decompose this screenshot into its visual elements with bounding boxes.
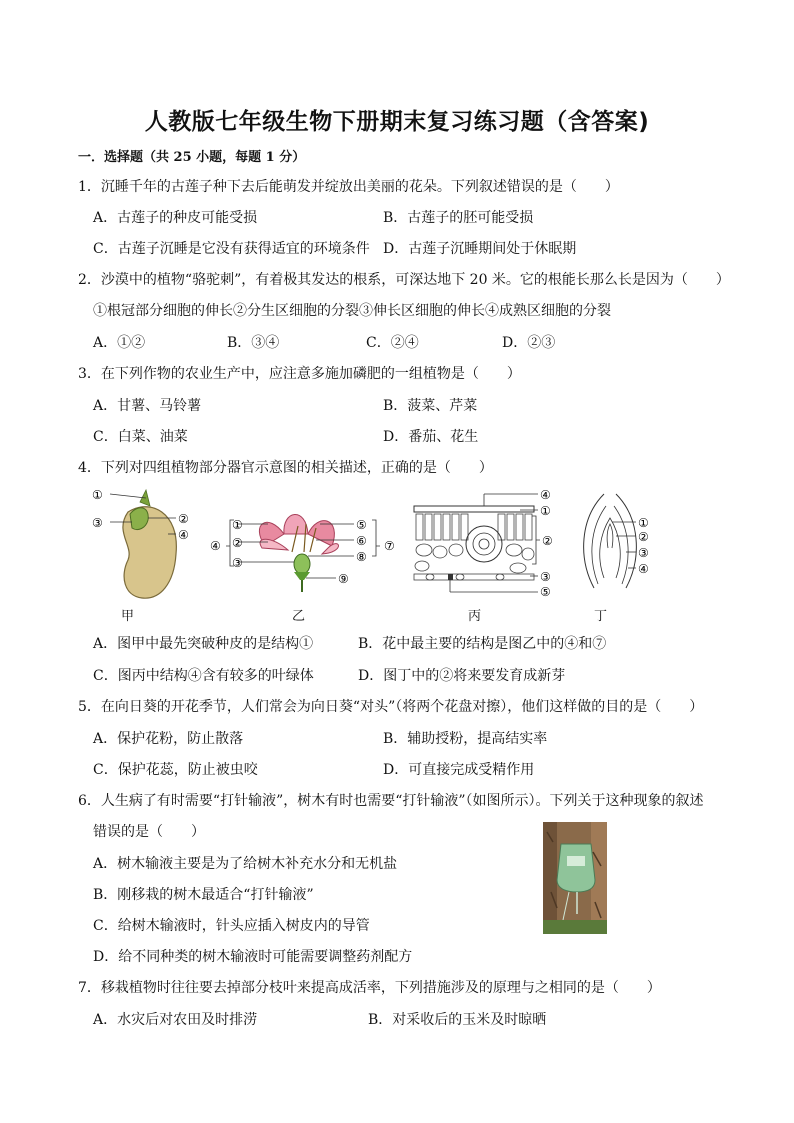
section-heading: 一．选择题（共 25 小题，每题 1 分） — [78, 150, 306, 165]
flower-label-3: ③ — [232, 556, 243, 570]
question-6-stem-continued: 错误的是（ ） — [93, 824, 205, 840]
flower-label-6: ⑥ — [356, 534, 367, 548]
question-7-option-b[interactable]: B．对采收后的玉米及时晾晒 — [368, 1012, 547, 1028]
question-2-option-b[interactable]: B．③④ — [227, 335, 280, 351]
question-7-stem: 7．移栽植物时往往要去掉部分枝叶来提高成活率，下列措施涉及的原理与之相同的是（ ） — [78, 980, 661, 996]
flower-label-4: ④ — [210, 539, 221, 553]
question-2-option-a[interactable]: A．①② — [93, 335, 146, 351]
question-4-option-a[interactable]: A．图甲中最先突破种皮的是结构① — [93, 636, 314, 652]
question-1-stem: 1．沉睡千年的古莲子种下去后能萌发并绽放出美丽的花朵。下列叙述错误的是（ ） — [78, 179, 619, 195]
flower-label-8: ⑧ — [356, 550, 367, 564]
seed-diagram-jia — [90, 484, 200, 604]
question-3-option-a[interactable]: A．甘薯、马铃薯 — [93, 398, 202, 414]
question-2-option-d[interactable]: D．②③ — [502, 335, 556, 351]
seed-label-2: ② — [178, 512, 189, 526]
flower-label-9: ⑨ — [338, 572, 349, 586]
question-4-stem: 4．下列对四组植物部分器官示意图的相关描述，正确的是（ ） — [78, 460, 493, 476]
leaf-label-1: ① — [540, 504, 551, 518]
flower-label-5: ⑤ — [356, 518, 367, 532]
bud-label-3: ③ — [638, 546, 649, 560]
question-6-option-c[interactable]: C．给树木输液时，针头应插入树皮内的导管 — [93, 918, 370, 934]
question-2-stem: 2．沙漠中的植物“骆驼刺”，有着极其发达的根系，可深达地下 20 米。它的根能长那么长是因为（ ） — [78, 272, 730, 288]
question-6-option-d[interactable]: D．给不同种类的树木输液时可能需要调整药剂配方 — [93, 949, 413, 965]
question-4-option-d[interactable]: D．图丁中的②将来要发育成新芽 — [358, 668, 566, 684]
bud-label-1: ① — [638, 516, 649, 530]
figure-label-jia: 甲 — [121, 609, 135, 624]
question-5-option-d[interactable]: D．可直接完成受精作用 — [383, 762, 535, 778]
question-5-option-a[interactable]: A．保护花粉，防止散落 — [93, 731, 244, 747]
question-5-option-b[interactable]: B．辅助授粉，提高结实率 — [383, 731, 548, 747]
question-5-option-c[interactable]: C．保护花蕊，防止被虫咬 — [93, 762, 258, 778]
question-6-option-a[interactable]: A．树木输液主要是为了给树木补充水分和无机盐 — [93, 856, 398, 872]
question-6-stem: 6．人生病了有时需要“打针输液”，树木有时也需要“打针输液”（如图所示）。下列关于这种现象的叙述 — [78, 793, 704, 809]
question-5-stem: 5．在向日葵的开花季节，人们常会为向日葵“对头”（将两个花盘对擦），他们这样做的目的是（ ） — [78, 699, 704, 715]
question-1-option-d[interactable]: D．古莲子沉睡期间处于休眠期 — [383, 241, 577, 257]
figure-label-ding: 丁 — [594, 609, 608, 624]
leaf-label-2: ② — [542, 534, 553, 548]
bud-label-4: ④ — [638, 562, 649, 576]
question-1-option-b[interactable]: B．古莲子的胚可能受损 — [383, 210, 534, 226]
bud-label-2: ② — [638, 530, 649, 544]
bud-diagram-ding — [570, 488, 660, 598]
figure-label-bing: 丙 — [468, 609, 482, 624]
question-7-option-a[interactable]: A．水灾后对农田及时排涝 — [93, 1012, 258, 1028]
seed-label-3: ③ — [92, 516, 103, 530]
question-4-option-c[interactable]: C．图丙中结构④含有较多的叶绿体 — [93, 668, 314, 684]
leaf-label-3: ③ — [540, 570, 551, 584]
flower-diagram-yi — [210, 506, 405, 598]
question-3-stem: 3．在下列作物的农业生产中，应注意多施加磷肥的一组植物是（ ） — [78, 366, 521, 382]
question-2-option-c[interactable]: C．②④ — [366, 335, 419, 351]
seed-label-4: ④ — [178, 528, 189, 542]
question-6-option-b[interactable]: B．刚移栽的树木最适合“打针输液” — [93, 887, 314, 903]
tree-infusion-photo — [543, 822, 607, 934]
leaf-section-diagram-bing — [410, 484, 560, 604]
flower-label-7: ⑦ — [384, 539, 395, 553]
leaf-label-4: ④ — [540, 488, 551, 502]
question-1-option-a[interactable]: A．古莲子的种皮可能受损 — [93, 210, 258, 226]
leaf-label-5: ⑤ — [540, 585, 551, 599]
page-title: 人教版七年级生物下册期末复习练习题（含答案) — [144, 109, 650, 135]
question-1-option-c[interactable]: C．古莲子沉睡是它没有获得适宜的环境条件 — [93, 241, 370, 257]
question-3-option-c[interactable]: C．白菜、油菜 — [93, 429, 188, 445]
question-3-option-b[interactable]: B．菠菜、芹菜 — [383, 398, 478, 414]
flower-label-1: ① — [232, 518, 243, 532]
question-3-option-d[interactable]: D．番茄、花生 — [383, 429, 479, 445]
question-2-statements: ①根冠部分细胞的伸长②分生区细胞的分裂③伸长区细胞的伸长④成熟区细胞的分裂 — [93, 303, 611, 319]
question-4-option-b[interactable]: B．花中最主要的结构是图乙中的④和⑦ — [358, 636, 607, 652]
figure-label-yi: 乙 — [292, 609, 306, 624]
flower-label-2: ② — [232, 536, 243, 550]
seed-label-1: ① — [92, 488, 103, 502]
